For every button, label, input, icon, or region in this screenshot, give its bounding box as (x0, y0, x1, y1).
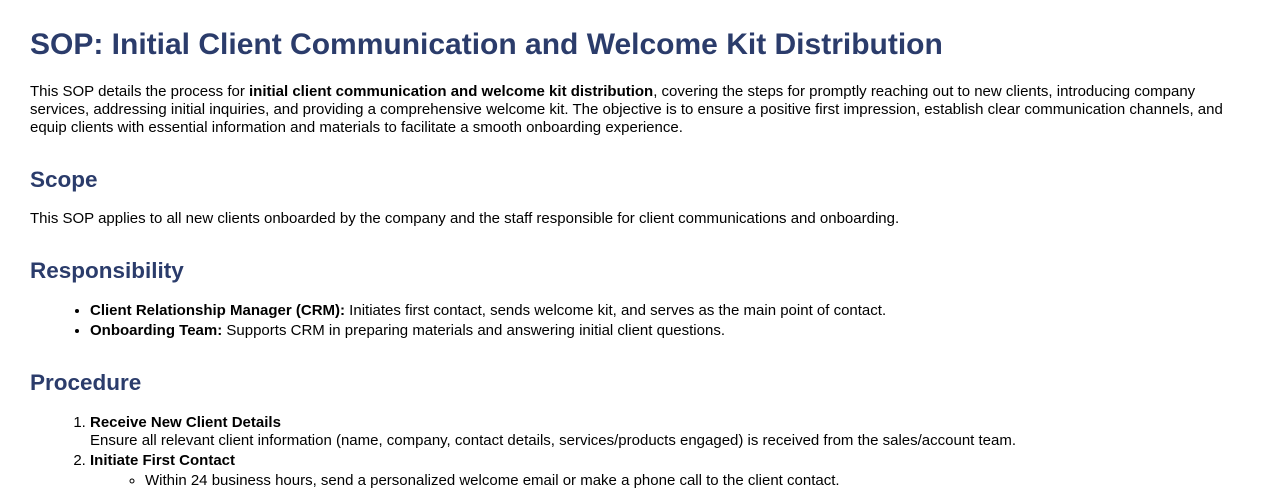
step-title: Receive New Client Details (90, 414, 281, 432)
scope-heading: Scope (30, 166, 98, 192)
intro-text-end: , covering the steps for promptly reaching out to new clients, introducing company services, addressing initial inquiries, and providing a comprehensive welcome kit. The objective is to ensure a positive first impression, establish clear communication channels, and equip clients with essential information and materials to facilitate a smooth onboarding experience. (30, 82, 1223, 136)
scope-paragraph: This SOP applies to all new clients onboarded by the company and the staff responsible for client communications and onboarding. (30, 210, 900, 228)
responsibility-item-crm (90, 302, 1233, 320)
intro-paragraph (30, 83, 1233, 137)
role-description: Supports CRM in preparing materials and answering initial client questions. (222, 322, 725, 340)
responsibility-item-onboarding-team (90, 322, 1233, 340)
step-title: Initiate First Contact (90, 452, 236, 470)
intro-text-start: This SOP details the process for (30, 82, 249, 100)
procedure-list (30, 414, 1233, 490)
responsibility-list (30, 302, 1233, 340)
procedure-heading: Procedure (30, 370, 142, 396)
responsibility-heading: Responsibility (30, 258, 184, 284)
intro-bold-phrase: initial client communication and welcome kit distribution (249, 82, 654, 100)
page-title: SOP: Initial Client Communication and Welcome Kit Distribution (30, 28, 943, 61)
step-description: Ensure all relevant client information (name, company, contact details, services/products engaged) is received from the sales/account team. (90, 432, 1017, 450)
procedure-step-receive-details (90, 414, 1233, 450)
role-description: Initiates first contact, sends welcome kit, and serves as the main point of contact. (345, 302, 887, 320)
procedure-step-initiate-contact (90, 452, 1233, 490)
substep-list (90, 472, 1233, 490)
substep-item: ◦ Within 24 business hours, send a personalized welcome email or make a phone call to the client contact. (145, 472, 1233, 490)
role-label: Client Relationship Manager (CRM): (90, 302, 346, 320)
role-label: Onboarding Team: (90, 322, 223, 340)
